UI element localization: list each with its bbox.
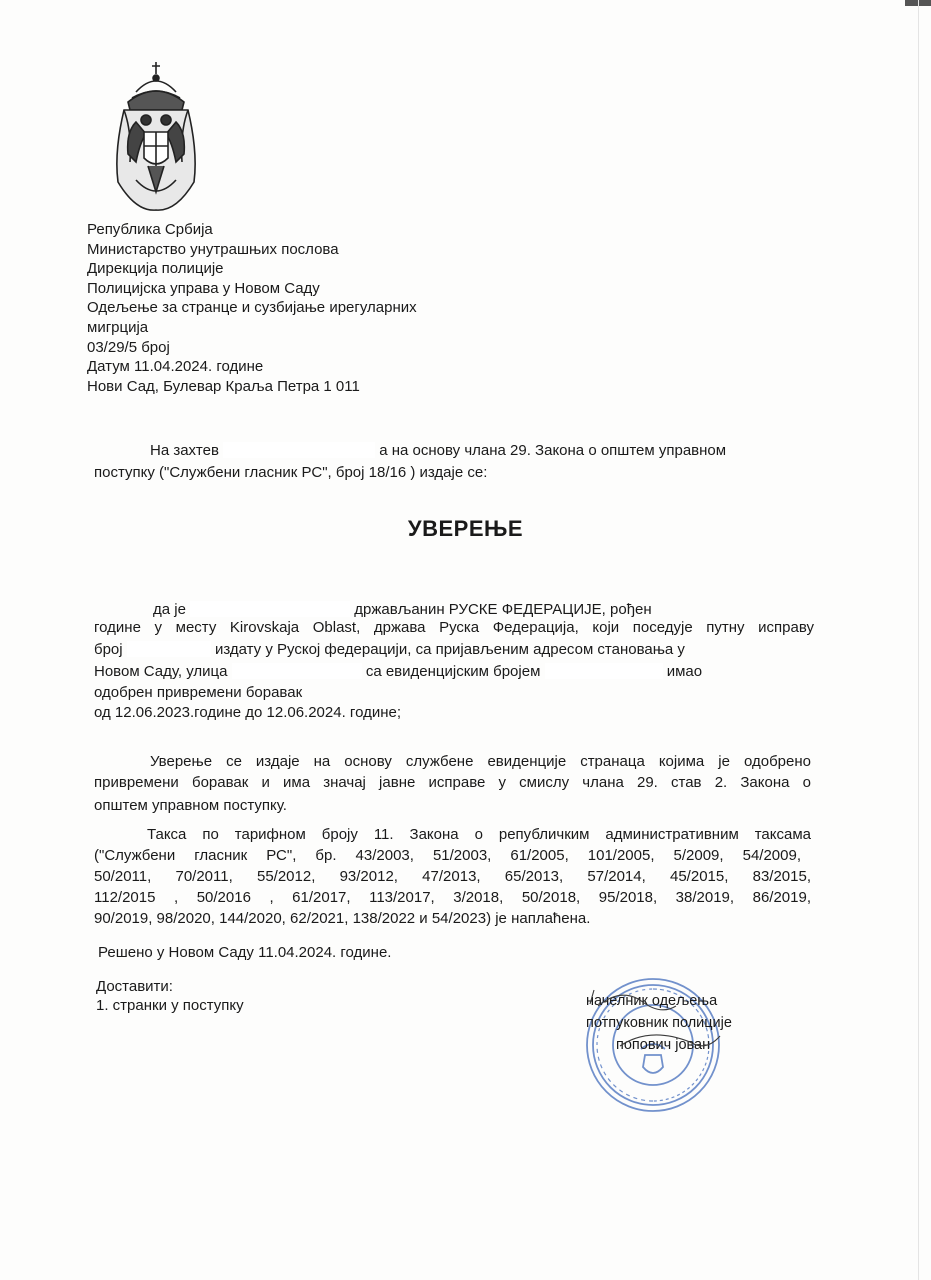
signatory-title: начелник одељења — [586, 993, 718, 1009]
certificate-subject-prefix: да је — [153, 601, 186, 618]
fee-line3: 50/2011, 70/2011, 55/2012, 93/2012, 47/2013, 65/2013, 57/2014, 45/2015, 83/2015, — [94, 868, 811, 885]
certificate-line1 — [153, 599, 652, 620]
document-title: УВЕРЕЊЕ — [407, 516, 524, 541]
basis-line3: општем управном поступку. — [94, 797, 287, 814]
citizenship-text: држављанин РУСКЕ ФЕДЕРАЦИЈЕ, рођен — [354, 601, 652, 618]
issue-date: Датум 11.04.2024. године — [87, 358, 264, 376]
redacted-name — [190, 601, 350, 617]
scan-fold-line — [918, 0, 919, 1280]
delivery-label: Доставити: — [96, 978, 173, 995]
redacted-passport-number — [127, 641, 211, 657]
had-text: имао — [666, 663, 703, 680]
delivery-item: 1. странки у поступку — [96, 997, 244, 1014]
department-name-line2: мигрција — [87, 318, 149, 336]
intro-line2: поступку ("Службени гласник РС", број 18/16 ) издаје се: — [94, 464, 488, 481]
ministry-name: Министарство унутрашњих послова — [87, 240, 339, 258]
intro-legal-basis: а на основу члана 29. Закона о општем управном — [379, 442, 727, 459]
issuer-address: Нови Сад, Булевар Краља Петра 1 011 — [87, 377, 360, 395]
handwritten-signature — [580, 986, 730, 1066]
certificate-line2: године у месту Kirovskaja Oblast, држава Руска Федерација, који поседује путну исправу — [94, 619, 814, 636]
fee-line1: Такса по тарифном броју 11. Закона о републичким административним таксама — [147, 826, 811, 843]
issuer-header — [87, 220, 417, 396]
certificate-line4 — [94, 661, 814, 682]
fee-line2: ("Службени гласник РС", бр. 43/2003, 51/2003, 61/2005, 101/2005, 5/2009, 54/2009, — [94, 847, 801, 864]
department-name-line1: Одељење за странце и сузбијање ирегуларних — [87, 299, 417, 317]
intro-line1 — [150, 440, 726, 461]
intro-request: На захтев — [150, 442, 219, 459]
reference-number: 03/29/5 број — [87, 338, 170, 356]
republic-name: Република Србија — [87, 221, 213, 238]
redacted-applicant — [223, 442, 375, 458]
registration-number-label: са евиденцијским бројем — [365, 663, 541, 680]
passport-issued-text: издату у Руској федерацији, са пријављеним адресом становања у — [214, 641, 685, 658]
certificate-line3 — [94, 639, 814, 660]
resolved-statement: Решено у Новом Саду 11.04.2024. године. — [98, 944, 392, 961]
passport-number-label: број — [94, 641, 123, 658]
serbian-coat-of-arms-icon — [106, 62, 206, 214]
fee-line4: 112/2015 , 50/2016 , 61/2017, 113/2017, 3/2018, 50/2018, 95/2018, 38/2019, 86/2019, — [94, 889, 811, 906]
residence-period: од 12.06.2023.године до 12.06.2024. године; — [94, 704, 402, 721]
basis-line2: привремени боравак и има значај јавне исправе у смислу члана 29. став 2. Закона о — [94, 774, 811, 791]
police-administration-name: Полицијска управа у Новом Саду — [87, 279, 320, 297]
basis-line1: Уверење се издаје на основу службене евиденције странаца којима је одобрено — [150, 753, 811, 770]
street-label: Новом Саду, улица — [94, 663, 228, 680]
signatory-name: попович јован — [616, 1037, 711, 1053]
certificate-line5: одобрен привремени боравак — [94, 684, 303, 701]
redacted-registration-number — [545, 663, 663, 679]
signatory-rank: потпуковник полиције — [586, 1015, 732, 1031]
fee-line5: 90/2019, 98/2020, 144/2020, 62/2021, 138/2022 и 54/2023) је наплаћена. — [94, 910, 591, 927]
directorate-name: Дирекција полиције — [87, 260, 224, 278]
redacted-street — [232, 663, 362, 679]
